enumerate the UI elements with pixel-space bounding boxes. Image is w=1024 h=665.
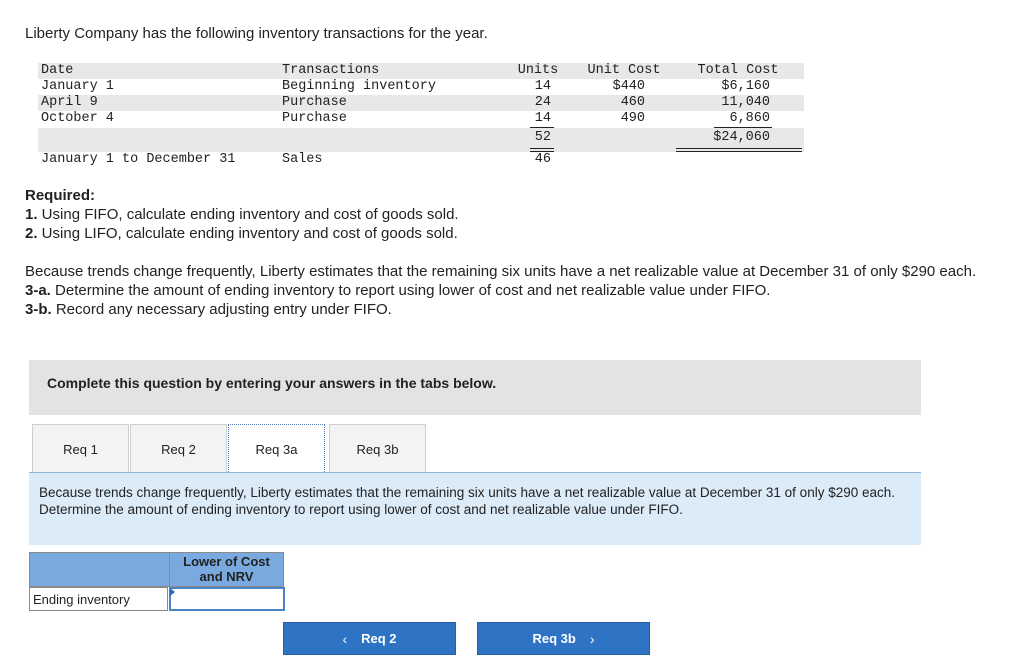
- required-item2-text: Using LIFO, calculate ending inventory and cost of goods sold.: [37, 225, 458, 242]
- row-units: 14: [534, 79, 551, 94]
- chevron-left-icon: ‹: [342, 630, 348, 647]
- answer-column-header: Lower of Cost and NRV: [169, 552, 284, 587]
- question-prompt: [29, 473, 921, 545]
- row-total-cost: 6,860: [729, 111, 770, 126]
- tab-req-2[interactable]: Req 2: [130, 424, 227, 474]
- tab-req-3a[interactable]: Req 3a: [228, 424, 325, 474]
- row-date: October 4: [41, 111, 114, 126]
- units-subtotal-line: [530, 127, 554, 128]
- intro-text: Liberty Company has the following inventory transactions for the year.: [25, 25, 488, 42]
- header-transactions: Transactions: [282, 63, 380, 78]
- row-total-cost: 11,040: [721, 95, 770, 110]
- sales-units: 46: [534, 152, 551, 167]
- ending-inventory-input[interactable]: [169, 587, 285, 611]
- required-heading: Required:: [25, 187, 96, 204]
- required-block: [25, 186, 459, 243]
- total-units: 52: [534, 130, 551, 145]
- cost-total-double-line: [676, 148, 802, 152]
- row-unit-cost: 460: [620, 95, 645, 110]
- ending-inventory-label: Ending inventory: [29, 587, 168, 611]
- inventory-table: [38, 63, 804, 169]
- chevron-right-icon: ›: [589, 630, 595, 647]
- row-unit-cost: $440: [612, 79, 645, 94]
- trend-block: [25, 262, 995, 319]
- trend-text: Because trends change frequently, Liberty estimates that the remaining six units have a net realizable value at December 31 of only $290 each.: [25, 263, 977, 280]
- row-transaction: Purchase: [282, 95, 347, 110]
- complete-banner: [29, 360, 921, 415]
- required-item1-number: 1.: [25, 206, 38, 223]
- sales-transaction: Sales: [282, 152, 323, 167]
- row-transaction: Beginning inventory: [282, 79, 436, 94]
- cost-subtotal-line: [714, 127, 772, 128]
- required-item2-number: 2.: [25, 225, 38, 242]
- item-3b-text: Record any necessary adjusting entry under FIFO.: [51, 301, 392, 318]
- input-marker-icon: [170, 588, 175, 596]
- prev-button[interactable]: [283, 622, 456, 655]
- row-date: January 1: [41, 79, 114, 94]
- header-unit-cost: Unit Cost: [587, 63, 661, 78]
- row-units: 14: [534, 111, 551, 126]
- total-cost: $24,060: [713, 130, 770, 145]
- header-date: Date: [41, 63, 74, 78]
- next-button-label: Req 3b: [532, 631, 576, 646]
- required-item1-text: Using FIFO, calculate ending inventory and cost of goods sold.: [37, 206, 459, 223]
- tab-req-3b[interactable]: Req 3b: [329, 424, 426, 474]
- item-3a-number: 3-a.: [25, 282, 51, 299]
- next-button[interactable]: [477, 622, 650, 655]
- row-units: 24: [534, 95, 551, 110]
- item-3a-text: Determine the amount of ending inventory to report using lower of cost and net realizable value under FIFO.: [50, 282, 771, 299]
- complete-banner-text: Complete this question by entering your answers in the tabs below.: [47, 375, 497, 391]
- item-3b-number: 3-b.: [25, 301, 52, 318]
- row-date: April 9: [41, 95, 98, 110]
- answer-header-blank: [29, 552, 170, 587]
- prev-button-label: Req 2: [361, 631, 397, 646]
- sales-date: January 1 to December 31: [41, 152, 236, 167]
- row-transaction: Purchase: [282, 111, 347, 126]
- header-total-cost: Total Cost: [697, 63, 779, 78]
- tab-req-1[interactable]: Req 1: [32, 424, 129, 474]
- header-units: Units: [517, 63, 559, 78]
- question-prompt-text: Because trends change frequently, Liberty estimates that the remaining six units have a net realizable value at December 31 of only $290 each. Determine the amount of ending inventory to report using lower of cost and net realizable value under FIFO.: [39, 485, 896, 517]
- row-unit-cost: 490: [620, 111, 645, 126]
- row-total-cost: $6,160: [721, 79, 770, 94]
